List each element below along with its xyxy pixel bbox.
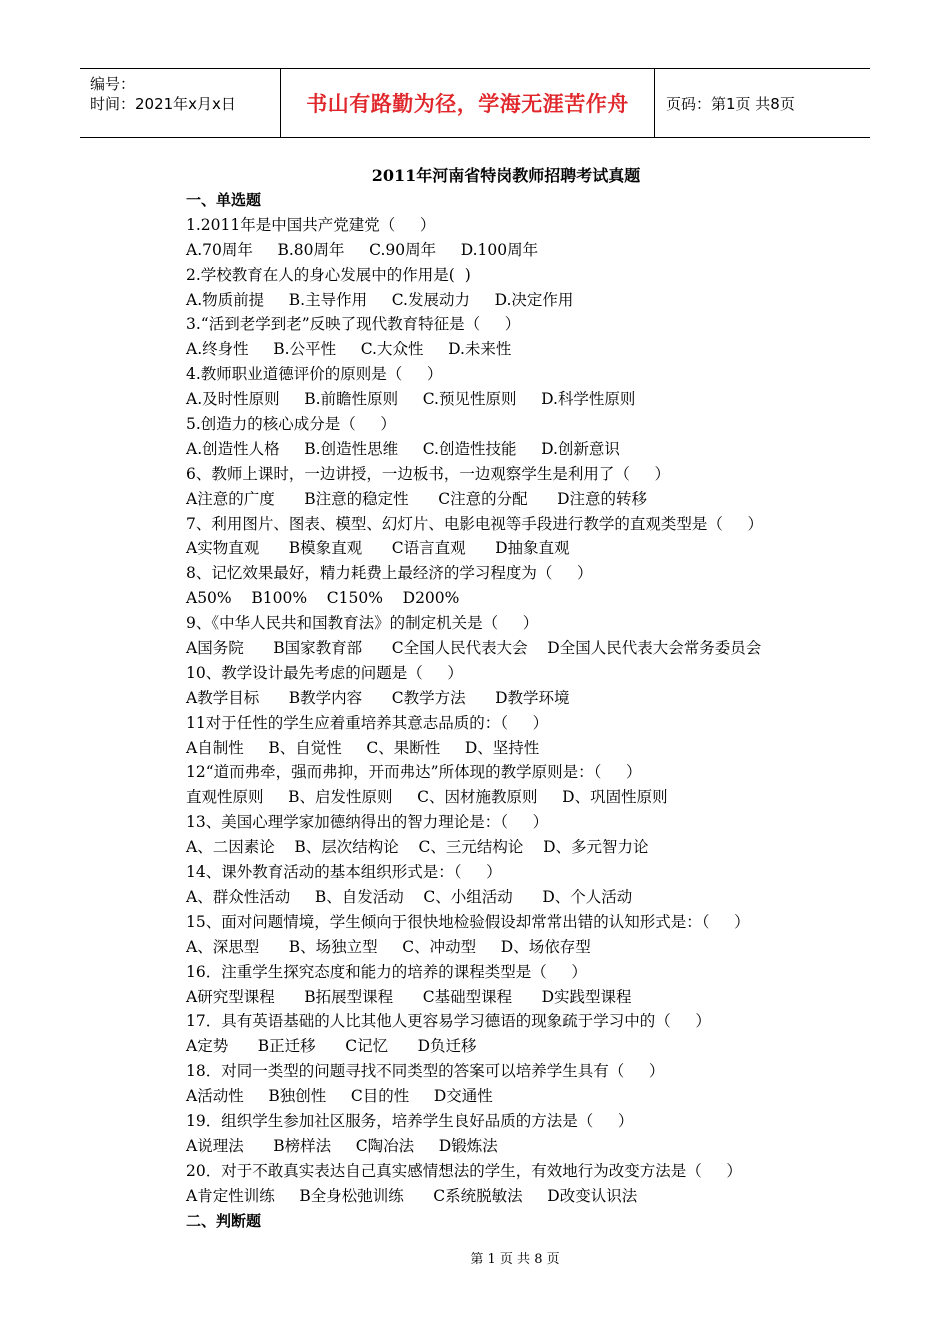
question-line: A.终身性 B.公平性 C.大众性 D.未来性: [186, 340, 512, 359]
header-left: [80, 69, 280, 137]
question-line: 16．注重学生探究态度和能力的培养的课程类型是（ ）: [186, 962, 587, 981]
question-line: A国务院 B国家教育部 C全国人民代表大会 D全国人民代表大会常务委员会: [186, 639, 762, 658]
question-line: 3.“活到老学到老”反映了现代教育特征是（ ）: [186, 315, 521, 334]
question-line: A.及时性原则 B.前瞻性原则 C.预见性原则 D.科学性原则: [186, 390, 636, 409]
question-line: A、群众性活动 B、自发活动 C、小组活动 D、个人活动: [186, 887, 633, 906]
motto-text: 书山有路勤为径，学海无涯苦作舟: [306, 92, 629, 116]
question-line: A实物直观 B模象直观 C语言直观 D抽象直观: [186, 539, 570, 558]
question-line: 4.教师职业道德评价的原则是（ ）: [186, 365, 443, 384]
question-line: 8、记忆效果最好，精力耗费上最经济的学习程度为（ ）: [186, 564, 593, 583]
question-line: A、二因素论 B、层次结构论 C、三元结构论 D、多元智力论: [186, 838, 649, 857]
page-footer: 第 1 页 共 8 页: [470, 1252, 560, 1267]
question-line: A自制性 B、自觉性 C、果断性 D、坚持性: [186, 738, 540, 757]
code-label: 编号：: [90, 75, 136, 93]
question-line: A活动性 B独创性 C目的性 D交通性: [186, 1087, 493, 1106]
time-label: 时间：2021年x月x日: [90, 95, 236, 113]
question-line: A、深思型 B、场独立型 C、冲动型 D、场依存型: [186, 937, 591, 956]
section-heading: 二、判断题: [186, 1211, 262, 1230]
question-line: 14、课外教育活动的基本组织形式是：（ ）: [186, 863, 502, 882]
question-line: 10、教学设计最先考虑的问题是（ ）: [186, 663, 463, 682]
question-line: A肯定性训练 B全身松弛训练 C系统脱敏法 D改变认识法: [186, 1186, 638, 1205]
question-line: 11对于任性的学生应着重培养其意志品质的：（ ）: [186, 713, 549, 732]
question-line: A.70周年 B.80周年 C.90周年 D.100周年: [186, 240, 539, 259]
question-line: A定势 B正迁移 C记忆 D负迁移: [186, 1037, 477, 1056]
page-header: [80, 68, 870, 138]
question-line: 20．对于不敢真实表达自己真实感情想法的学生，有效地行为改变方法是（ ）: [186, 1161, 742, 1180]
section-heading: 一、单选题: [186, 191, 262, 209]
question-line: 7、利用图片、图表、模型、幻灯片、电影电视等手段进行教学的直观类型是（ ）: [186, 514, 763, 533]
question-line: 9、《中华人民共和国教育法》的制定机关是（ ）: [186, 614, 539, 633]
question-line: A.创造性人格 B.创造性思维 C.创造性技能 D.创新意识: [186, 439, 620, 458]
question-line: 1.2011年是中国共产党建党（ ）: [186, 215, 436, 234]
question-list: [186, 188, 886, 1233]
header-page-info: 页码：第1页 共8页: [666, 94, 795, 113]
question-line: 15、面对问题情境，学生倾向于很快地检验假设却常常出错的认知形式是：（ ）: [186, 912, 750, 931]
question-line: A注意的广度 B注意的稳定性 C注意的分配 D注意的转移: [186, 489, 648, 508]
question-line: 6、教师上课时，一边讲授，一边板书，一边观察学生是利用了（ ）: [186, 464, 670, 483]
question-line: A说理法 B榜样法 C陶冶法 D锻炼法: [186, 1136, 498, 1155]
question-line: A50% B100% C150% D200%: [186, 589, 460, 608]
question-line: A.物质前提 B.主导作用 C.发展动力 D.决定作用: [186, 290, 574, 309]
question-line: 直观性原则 B、启发性原则 C、因材施教原则 D、巩固性原则: [186, 788, 668, 807]
header-motto-cell: [280, 69, 655, 137]
question-line: 12“道而弗牵，强而弗抑，开而弗达”所体现的教学原则是：（ ）: [186, 763, 642, 782]
question-line: 18．对同一类型的问题寻找不同类型的答案可以培养学生具有（ ）: [186, 1062, 665, 1081]
question-line: 13、美国心理学家加德纳得出的智力理论是：（ ）: [186, 813, 549, 832]
question-line: 5.创造力的核心成分是（ ）: [186, 415, 396, 434]
question-line: A研究型课程 B拓展型课程 C基础型课程 D实践型课程: [186, 987, 632, 1006]
document-title: 2011年河南省特岗教师招聘考试真题: [371, 166, 641, 185]
question-line: A教学目标 B教学内容 C教学方法 D教学环境: [186, 688, 570, 707]
question-line: 19．组织学生参加社区服务，培养学生良好品质的方法是（ ）: [186, 1111, 634, 1130]
question-line: 2.学校教育在人的身心发展中的作用是( ): [186, 265, 471, 284]
question-line: 17．具有英语基础的人比其他人更容易学习德语的现象疏于学习中的（ ）: [186, 1012, 711, 1031]
